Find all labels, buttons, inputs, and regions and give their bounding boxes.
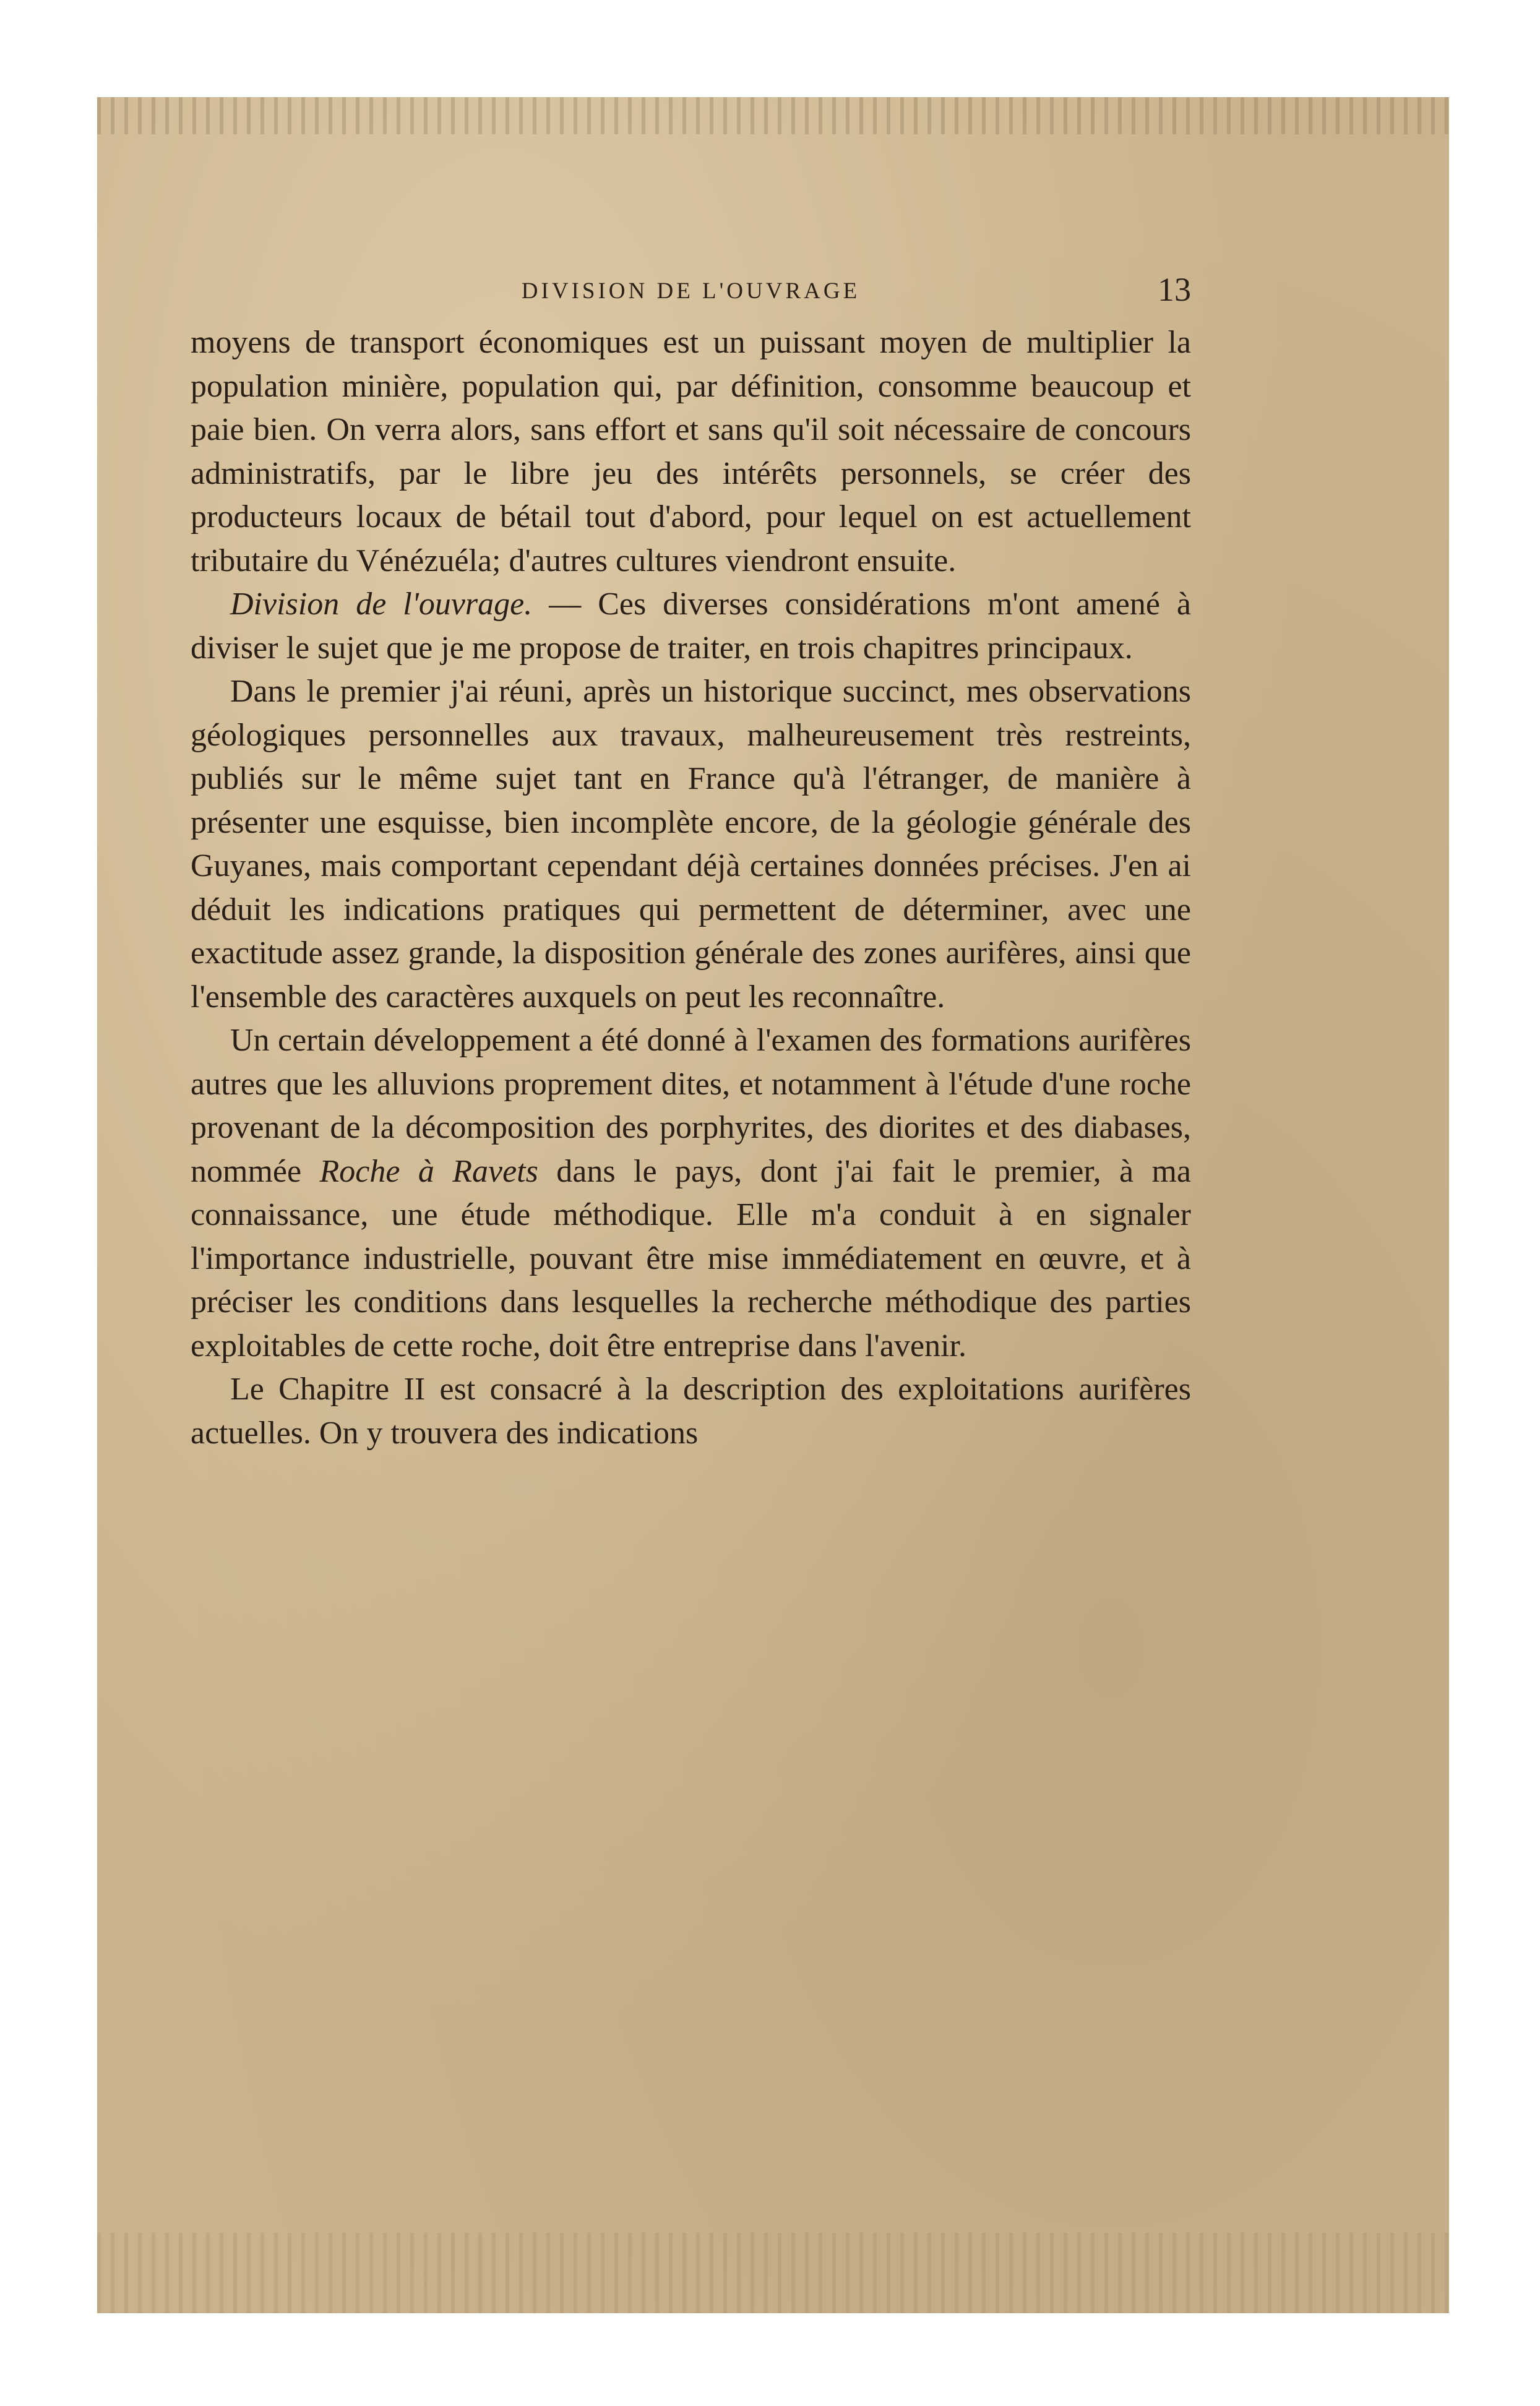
- page-bottom-edge: [97, 2233, 1449, 2313]
- body-text: [191, 321, 1191, 1455]
- paragraph: moyens de transport économiques est un puissant moyen de multiplier la population minière, population qui, par définition, consomme beaucoup et paie bien. On verra alors, sans effort et sans qu'il soit nécessaire de concours administratifs, par le libre jeu des intérêts personnels, se créer des producteurs locaux de bétail tout d'abord, pour lequel on est actuellement tributaire du Vénézuéla; d'autres cultures viendront ensuite.: [191, 325, 1191, 578]
- paragraph-text: — Ces diverses considérations m'ont amené à diviser le sujet que je me propose de traiter, en trois chapitres principaux.: [191, 586, 1191, 666]
- paragraph: [191, 1019, 1191, 1368]
- paragraph: Le Chapitre II est consacré à la description des exploitations aurifères actuelles. On y trouvera des indications: [191, 1372, 1191, 1451]
- running-head-title: DIVISION DE L'OUVRAGE: [521, 278, 861, 304]
- page-top-edge: [97, 97, 1449, 134]
- paragraph: Dans le premier j'ai réuni, après un historique succinct, mes observations géologiques personnelles aux travaux, malheureusement très restreints, publiés sur le même sujet tant en France qu'à l'étranger, de manière à présenter une esquisse, bien incomplète encore, de la géologie générale des Guyanes, mais comportant cependant déjà certaines données précises. J'en ai déduit les indications pratiques qui permettent de déterminer, avec une exactitude assez grande, la disposition générale des zones aurifères, ainsi que l'ensemble des caractères auxquels on peut les reconnaître.: [191, 674, 1191, 1015]
- paragraph: [191, 583, 1191, 670]
- page-number: 13: [1158, 271, 1191, 308]
- rock-name: Roche à Ravets: [319, 1153, 538, 1189]
- paragraph-text: Un certain développement a été donné à l'examen des formations aurifères autres que les alluvions proprement dites, et notamment à l'étude d'une roche provenant de la décomposition des porphyrites, des diorites et des diabases, nommée: [191, 1023, 1191, 1189]
- section-heading: Division de l'ouvrage.: [230, 586, 533, 622]
- paragraph-text: dans le pays, dont j'ai fait le premier, à ma connaissance, une étude méthodique. Elle m'a conduit à en signaler l'importance industrielle, pouvant être mise immédiatement en œuvre, et à préciser les conditions dans lesquelles la recherche méthodique des parties exploitables de cette roche, doit être entreprise dans l'avenir.: [191, 1153, 1192, 1364]
- running-head: [191, 269, 1191, 312]
